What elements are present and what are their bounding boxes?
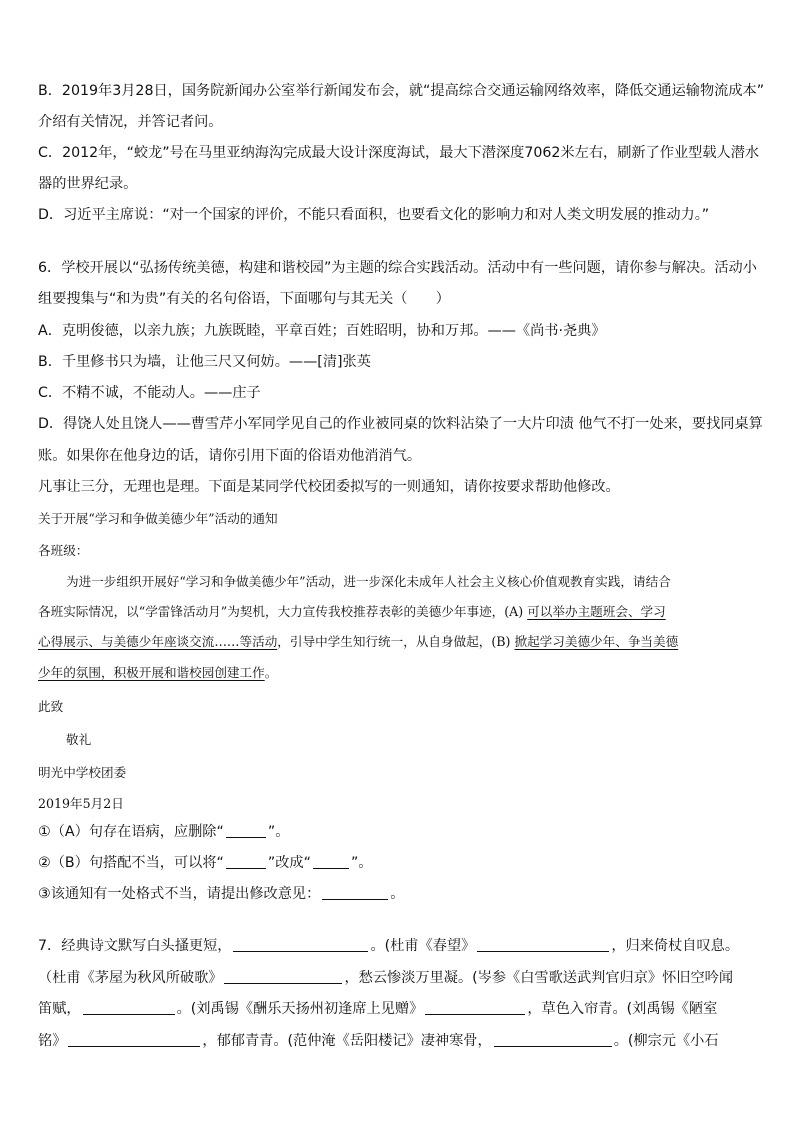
q7-text: ，草色入帘青。(刘禹锡《陋室 [527,1001,718,1017]
q7-line2 [38,968,733,988]
sentence-a-underlined: 可以举办主题班会、学习 [527,604,666,619]
q7-text: 7．经典诗文默写白头搔更短， [38,938,232,954]
q5-option-c-line2: 器的世界纪录。 [38,176,138,192]
notice-salutation: 各班级： [38,543,89,558]
q7-text: （杜甫《茅屋为秋风所破歌》 [38,970,223,986]
sentence-b-underlined: 掀起学习美德少年、争当美德 [514,634,679,649]
answer-blank[interactable] [68,1032,200,1047]
q6-stem-line2: 组要搜集与“和为贵”有关的名句俗语，下面哪句与其无关（ ） [38,291,450,307]
answer-3 [38,884,405,904]
q7-text: 铭》 [38,1033,67,1049]
sentence-a-underlined-end: 心得展示、与美德少年座谈交流……等活动 [38,634,278,649]
notice-closing-2: 敬礼 [66,732,92,747]
answer-blank[interactable] [83,1000,175,1015]
q7-text: 。(柳宗元《小石 [613,1033,719,1049]
q7-text: ，归来倚杖自叹息。 [611,938,740,954]
notice-date: 2019年5月2日 [38,796,124,811]
notice-body-line4 [38,663,277,683]
q7-line4 [38,1031,719,1051]
notice-closing-1: 此致 [38,699,64,714]
answer-blank[interactable] [313,854,349,869]
answer-text: ②（B）句搭配不当，可以将“ [38,855,224,871]
answer-2 [38,853,373,873]
answer-text: ”。 [350,855,373,871]
q6-option-c: C．不精不诚，不能动人。——庄子 [38,385,261,401]
notice-title: 关于开展“学习和争做美德少年”活动的通知 [38,511,278,526]
q7-line3 [38,999,717,1019]
answer-1 [38,822,289,842]
notice-signature: 明光中学校团委 [38,765,127,780]
q7-text: ，愁云惨淡万里凝。(岑参《白雪歌送武判官归京》怀旧空吟闻 [344,970,734,986]
notice-body-line3 [38,632,678,652]
q6-option-d-line1: D．得饶人处且饶人——曹雪芹小军同学见自己的作业被同桌的饮料沾染了一大片印渍 他气不打一处来，要找同桌算 [38,416,763,432]
answer-blank[interactable] [226,823,266,838]
notice-body-line1: 为进一步组织开展好“学习和争做美德少年”活动，进一步深化未成年人社会主义核心价值观教育实践，请结合 [66,574,671,589]
q7-text: 。(刘禹锡《酬乐天扬州初逢席上见赠》 [176,1001,424,1017]
q7-text: 笛赋， [38,1001,81,1017]
answer-text: ③该通知有一处格式不当，请提出修改意见： [38,886,321,902]
q6-option-d-line2: 账。如果你在他身边的话，请你引用下面的俗语劝他消消气。 [38,448,422,464]
answer-blank[interactable] [425,1000,525,1015]
notice-text: 各班实际情况，以“学雷锋活动月”为契机，大力宣传我校推荐表彰的美德少年事迹，(A) [38,604,528,619]
answer-blank[interactable] [322,885,388,900]
answer-text: ”改成“ [267,855,311,871]
sentence-b-underlined-end: 少年的氛围，积极开展和谐校园创建工作 [38,665,265,680]
q7-text: ，郁郁青青。(范仲淹《岳阳楼记》凄神寒骨， [202,1033,492,1049]
q5-option-c-line1: C．2012年，“蛟龙”号在马里亚纳海沟完成最大设计深度海试，最大下潜深度7062米左右，刷新了作业型载人潜水 [38,145,760,161]
answer-blank[interactable] [477,937,609,952]
q5-option-b-line2: 介绍有关情况，并答记者问。 [38,114,223,130]
answer-blank[interactable] [494,1032,612,1047]
answer-blank[interactable] [226,854,266,869]
q5-option-d: D．习近平主席说：“对一个国家的评价，不能只看面积，也要看文化的影响力和对人类文明发展的推动力。” [38,207,710,223]
answer-text: 。 [390,886,405,902]
q6-task: 凡事让三分，无理也是理。下面是某同学代校团委拟写的一则通知，请你按要求帮助他修改。 [38,479,620,495]
answer-text: ①（A）句存在语病，应删除“ [38,824,224,840]
answer-blank[interactable] [224,969,342,984]
q5-option-b-line1: B．2019年3月28日，国务院新闻办公室举行新闻发布会，就“提高综合交通运输网络效率，降低交通运输物流成本” [38,83,765,99]
notice-text: ，引导中学生知行统一，从自身做起，(B) [277,634,515,649]
answer-text: ”。 [267,824,290,840]
answer-blank[interactable] [233,937,368,952]
q6-stem-line1: 6．学校开展以“弘扬传统美德，构建和谐校园”为主题的综合实践活动。活动中有一些问题，请你参与解决。活动小 [38,260,757,276]
q6-option-a: A．克明俊德，以亲九族；九族既睦，平章百姓；百姓昭明，协和万邦。——《尚书·尧典》 [38,323,606,339]
q6-option-b: B．千里修书只为墙，让他三尺又何妨。——[清]张英 [38,354,371,370]
notice-body-line2 [38,602,666,622]
notice-text: 。 [264,665,278,680]
q7-line1 [38,936,739,956]
q7-text: 。(杜甫《春望》 [370,938,476,954]
